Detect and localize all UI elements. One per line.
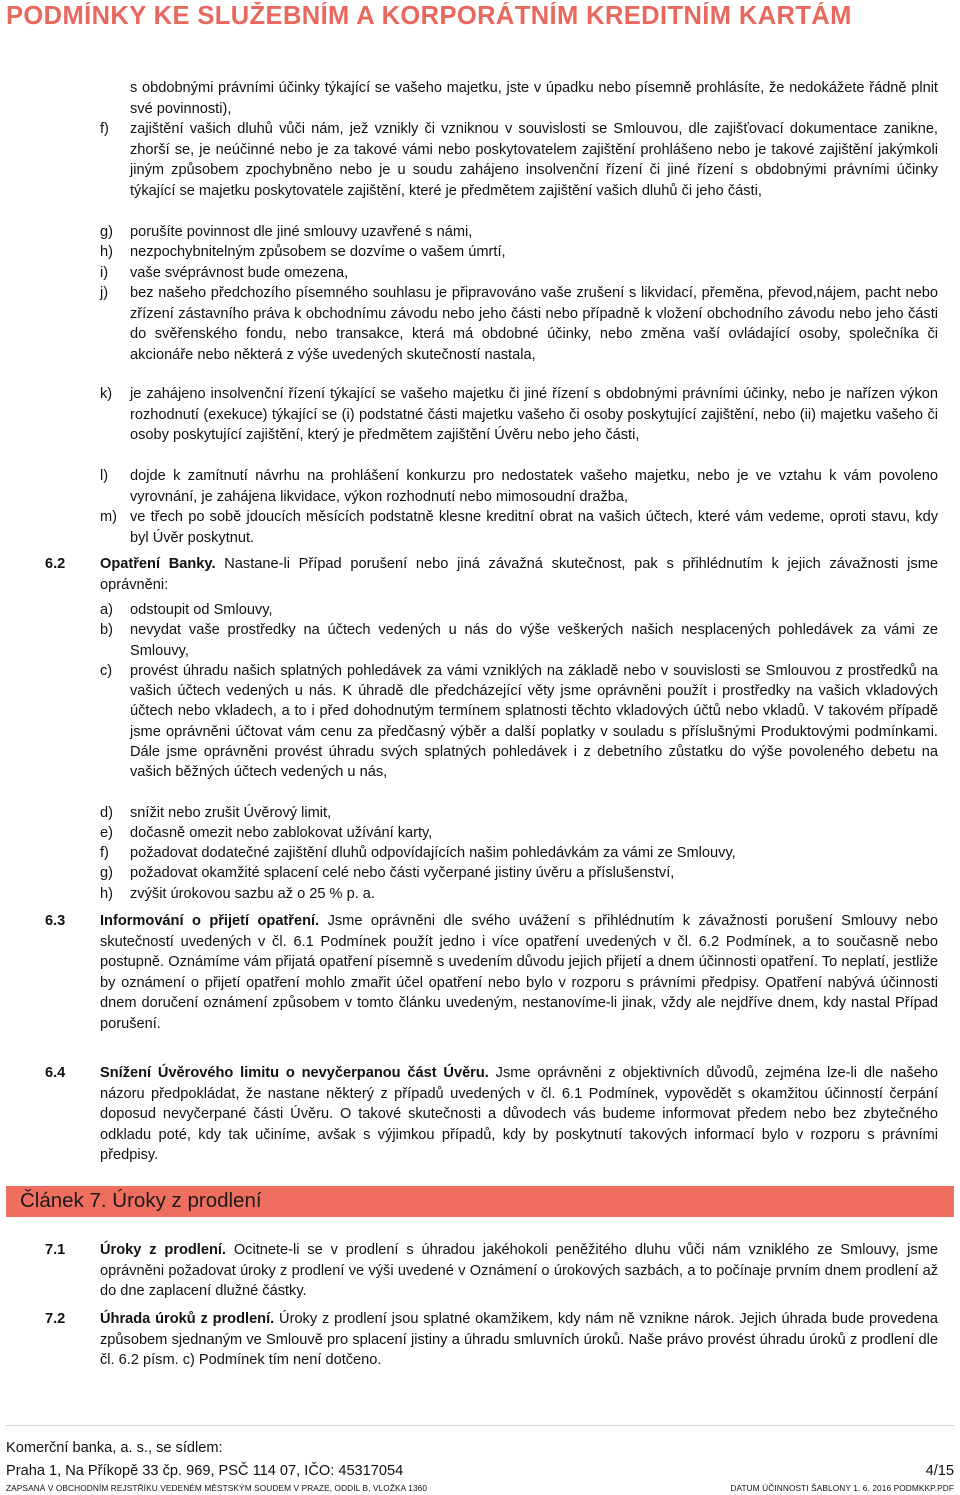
document-title: PODMÍNKY KE SLUŽEBNÍM A KORPORÁTNÍM KREDITNÍM KARTÁM [6, 2, 852, 30]
section-heading: Úroky z prodlení. [100, 1242, 226, 1258]
list-text: porušíte povinnost dle jiné smlouvy uzavřené s námi, [130, 224, 473, 240]
section-number: 7.2 [45, 1311, 66, 1327]
sub-text: dočasně omezit nebo zablokovat užívání karty, [130, 825, 433, 841]
list-text: je zahájeno insolvenční řízení týkající se vašeho majetku či jiné řízení s obdobnými právními účinky, nebo je nařízen výkon rozhodnutí (exekuce) týkající se (i) podstatné části majetku vašeho či osoby poskytující zajištění, nebo (ii) majetku vašeho či osoby poskytující zajištění, který je předmětem zajištění Úvěru nebo jeho části, [130, 386, 938, 444]
section-heading: Snížení Úvěrového limitu o nevyčerpanou část Úvěru. [100, 1065, 489, 1081]
sub-letter: d) [100, 805, 113, 821]
section-text: Jsme oprávněni z objektivních důvodů, zejména lze-li dle našeho názoru předpokládat, že nastane některý z případů uvedených v čl. 6.1 Podmínek, vypovědět s okamžitou účinností čerpání doposud nevyčerpané části Úvěru. O takové skutečnosti a důvodech vás budeme informovat předem nebo bez zbytečného odkladu poté, kdy tak učiníme, avšak s výjimkou případů, kdy by poskytnutí takových informací bylo v rozporu s právními předpisy. [100, 1065, 938, 1164]
footer-validity: DATUM ÚČINNOSTI ŠABLONY 1. 6. 2016 PODMKKP.PDF [730, 1483, 954, 1493]
footer-divider [6, 1425, 954, 1426]
list-text: zajištění vašich dluhů vůči nám, jež vznikly či vzniknou v souvislosti se Smlouvou, dle zajišťovací dokumentace zanikne, zhorší se, je neúčinné nebo je za takové vámi nebo poskytovatelem zajištění prohlášeno nebo je takové zajištění jakýmkoli jiným způsobem zpochybněno nebo je u soudu zahájeno insolvenční řízení či jiné řízení s obdobnými právními účinky týkající se majetku poskytovatele zajištění, které je předmětem zajištění vašich dluhů či jeho části, [130, 121, 938, 199]
sub-text: nevydat vaše prostředky na účtech vedených u nás do výše veškerých našich nesplacených pohledávek za vámi ze Smlouvy, [130, 622, 938, 659]
list-text: bez našeho předchozího písemného souhlasu je připravováno vaše zrušení s likvidací, přeměna, převod,nájem, pacht nebo zřízení zástavního práva k obchodnímu závodu nebo jeho části nebo případně k vložení obchodního závodu nebo jeho části do svěřenského fondu, nebo transakce, která má obdobné účinky, nebo změna vaší ovládající osoby, společníka či akcionáře nebo některá z výše uvedených skutečností nastala, [130, 285, 938, 363]
list-letter: h) [100, 244, 113, 260]
list-text: dojde k zamítnutí návrhu na prohlášení konkurzu pro nedostatek vašeho majetku, nebo je ve vztahu k vám povoleno vyrovnání, je zahájena likvidace, výkon rozhodnutí nebo mimosoudní dražba, [130, 468, 938, 505]
list-letter: f) [100, 121, 109, 137]
list-letter: l) [100, 468, 109, 484]
list-text: nezpochybnitelným způsobem se dozvíme o vašem úmrtí, [130, 244, 506, 260]
list-letter: m) [100, 509, 118, 525]
sub-text: snížit nebo zrušit Úvěrový limit, [130, 805, 332, 821]
sub-text: odstoupit od Smlouvy, [130, 602, 273, 618]
footer-address: Praha 1, Na Příkopě 33 čp. 969, PSČ 114 07, IČO: 45317054 [6, 1463, 404, 1479]
sub-letter: h) [100, 886, 113, 902]
article-heading-bar [6, 1186, 954, 1217]
sub-letter: g) [100, 865, 113, 881]
article-title: Článek 7. Úroky z prodlení [20, 1189, 262, 1212]
list-letter: k) [100, 386, 113, 402]
section-text: Ocitnete-li se v prodlení s úhradou jakéhokoli peněžitého dluhu vůči nám vzniklého ze Smlouvy, jsme oprávněni požadovat úroky z prodlení ve výši uvedené v Oznámení o úrokových sazbách, a to počínaje prvním dnem prodlení až do dne zaplacení dlužné částky. [100, 1242, 938, 1300]
footer-bank-name: Komerční banka, a. s., se sídlem: [6, 1440, 223, 1456]
sub-text: požadovat okamžité splacení celé nebo části vyčerpané jistiny úvěru a příslušenství, [130, 865, 675, 881]
continuation-text: s obdobnými právními účinky týkající se vašeho majetku, jste v úpadku nebo písemně prohlásíte, že nedokážete řádně plnit své povinnosti), [130, 80, 938, 117]
list-text: vaše svéprávnost bude omezena, [130, 265, 349, 281]
sub-text: požadovat dodatečné zajištění dluhů odpovídajících našim pohledávkám za vámi ze Smlouvy, [130, 845, 736, 861]
list-letter: j) [100, 285, 109, 301]
section-heading: Opatření Banky. [100, 556, 216, 572]
sub-letter: f) [100, 845, 109, 861]
section-text: Jsme oprávněni dle svého uvážení s přihlédnutím k závažnosti porušení Smlouvy nebo skutečností uvedených v čl. 6.1 Podmínek použít jedno i více opatření uvedených v čl. 6.2 Podmínek, a to současně nebo postupně. Oznámíme vám přijatá opatření písemně s uvedením důvodu jejich přijetí a dnem účinnosti opatření. To neplatí, jestliže by oznámení o přijetí opatření mohlo zmařit účel opatření nebo bylo v rozporu s právními předpisy. Opatření nabývá účinnosti dnem doručení oznámení způsobem v tomto článku uvedeným, nestanovíme-li jinak, vždy ale nejdříve dnem, kdy nastal Případ porušení. [100, 913, 938, 1032]
section-number: 6.4 [45, 1065, 66, 1081]
section-number: 7.1 [45, 1242, 66, 1258]
sub-text: provést úhradu našich splatných pohledávek za vámi vzniklých na základě nebo v souvislosti se Smlouvou z prostředků na vašich účtech vedených u nás. K úhradě dle předcházející věty jsme oprávněni použít i prostředky na vašich vkladových účtech nebo vkladech, a to i před dohodnutým termínem splatnosti těchto vkladových účtů nebo vkladů. V takovém případě jsme oprávněni účtovat vám cenu za předčasný výběr a další poplatky v souladu s příslušnými Produktovými podmínkami. Dále jsme oprávněni provést úhradu svých splatných pohledávek i z debetního zůstatku do výše povoleného debetu na vašich běžných účtech vedených u nás, [130, 663, 938, 781]
sub-letter: b) [100, 622, 113, 638]
list-letter: i) [100, 265, 109, 281]
section-heading: Informování o přijetí opatření. [100, 913, 320, 929]
sub-text: zvýšit úrokovou sazbu až o 25 % p. a. [130, 886, 375, 902]
section-text: Úroky z prodlení jsou splatné okamžikem, kdy nám ně vznikne nárok. Jejich úhrada bude provedena způsobem sjednaným ve Smlouvě pro splacení jistiny a úhradu smluvních úroků. Naše právo provést úhradu úroků z prodlení dle čl. 6.2 písm. c) Podmínek tím není dotčeno. [100, 1311, 938, 1369]
sub-letter: c) [100, 663, 113, 679]
section-number: 6.2 [45, 556, 66, 572]
sub-letter: e) [100, 825, 113, 841]
section-intro: Nastane-li Případ porušení nebo jiná závažná skutečnost, pak s přihlédnutím k jejich závažnosti jsme oprávněni: [100, 556, 938, 593]
list-text: ve třech po sobě jdoucích měsících podstatně klesne kreditní obrat na vašich účtech, které vám vedeme, oproti stavu, kdy byl Úvěr poskytnut. [130, 509, 938, 546]
footer-registry: ZAPSANÁ V OBCHODNÍM REJSTŘÍKU VEDENÉM MĚSTSKÝM SOUDEM V PRAZE, ODDÍL B, VLOŽKA 1360 [6, 1483, 428, 1493]
page-number: 4/15 [925, 1463, 954, 1479]
section-number: 6.3 [45, 913, 66, 929]
list-letter: g) [100, 224, 113, 240]
sub-letter: a) [100, 602, 113, 618]
section-heading: Úhrada úroků z prodlení. [100, 1311, 275, 1327]
